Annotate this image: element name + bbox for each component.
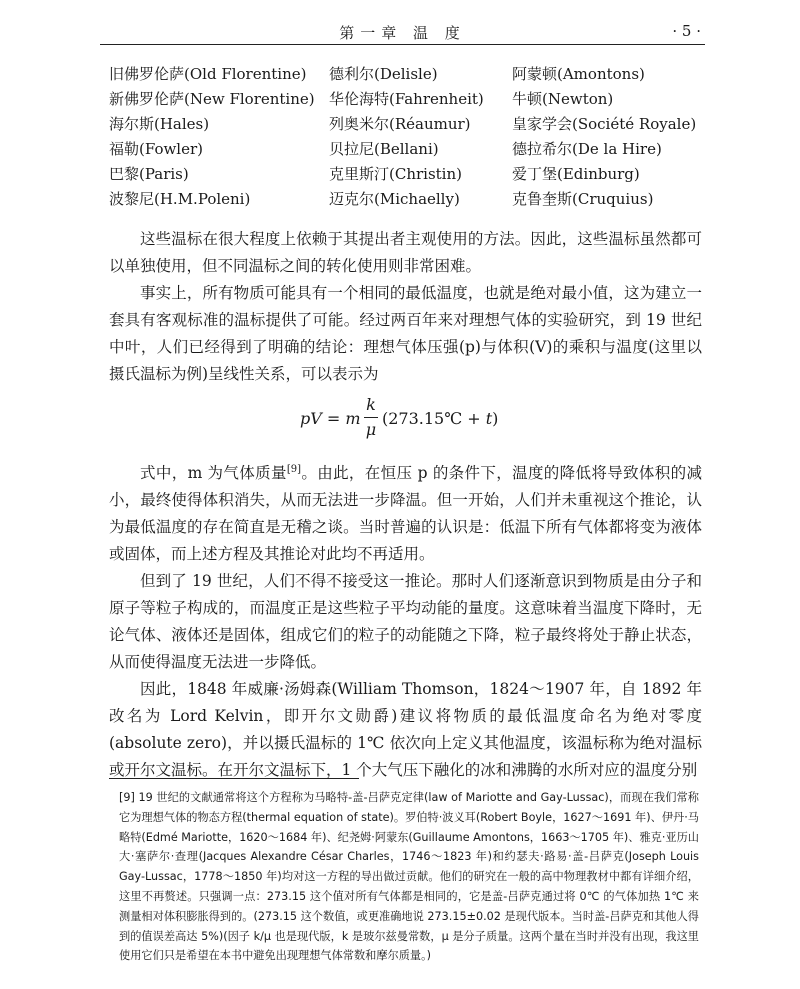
paragraph-text: 式中，m 为气体质量 xyxy=(140,464,287,483)
names-row xyxy=(109,162,709,187)
footnote-rule xyxy=(109,778,359,779)
running-header xyxy=(100,18,705,44)
paragraph xyxy=(109,456,702,568)
body-text-bottom xyxy=(109,456,702,784)
chapter-title: 第一章 温 度 xyxy=(339,24,466,42)
paragraph: 因此，1848 年威廉·汤姆森(William Thomson，1824～1907 年，自 1892 年改名为 Lord Kelvin，即开尔文勋爵)建议将物质的最低温度命名为绝对零度(absolute zero)，并以摄氏温标的 1℃ 依次向上定义其他温度，该温标称为绝对温标或开尔文温标。在开尔文温标下，1 个大气压下融化的冰和沸腾的水所对应的温度分别 xyxy=(109,680,702,780)
fraction-bar xyxy=(364,417,378,418)
paragraph: 这些温标在很大程度上依赖于其提出者主观使用的方法。因此，这些温标虽然都可以单独使用，但不同温标之间的转化使用则非常困难。 xyxy=(109,230,702,275)
formula-lhs: pV = m xyxy=(300,409,361,428)
names-cell: 旧佛罗伦萨(Old Florentine) xyxy=(109,65,307,83)
page-number: · 5 · xyxy=(672,22,701,40)
names-cell: 阿蒙顿(Amontons) xyxy=(512,65,645,83)
formula-numerator: k xyxy=(366,395,376,414)
names-cell: 德利尔(Delisle) xyxy=(329,65,438,83)
names-cell: 德拉希尔(De la Hire) xyxy=(512,140,662,158)
formula-var: t xyxy=(485,409,493,428)
ideal-gas-formula xyxy=(300,395,540,447)
names-cell: 贝拉尼(Bellani) xyxy=(329,140,439,158)
footnote-ref[interactable]: [9] xyxy=(286,464,301,475)
names-row xyxy=(109,87,709,112)
names-row xyxy=(109,62,709,87)
formula-fraction xyxy=(364,395,378,440)
names-row xyxy=(109,187,709,212)
header-rule xyxy=(100,44,705,45)
names-cell: 新佛罗伦萨(New Florentine) xyxy=(109,90,315,108)
names-cell: 克里斯汀(Christin) xyxy=(329,165,462,183)
names-cell: 牛顿(Newton) xyxy=(512,90,614,108)
names-cell: 克鲁奎斯(Cruquius) xyxy=(512,190,654,208)
body-text-top xyxy=(109,226,702,388)
formula-denominator: μ xyxy=(365,420,377,439)
formula-const: (273.15℃ + xyxy=(382,409,486,428)
names-row xyxy=(109,112,709,137)
names-cell: 福勒(Fowler) xyxy=(109,140,204,158)
names-cell: 华伦海特(Fahrenheit) xyxy=(329,90,484,108)
names-cell: 迈克尔(Michaelly) xyxy=(329,190,460,208)
names-cell: 海尔斯(Hales) xyxy=(109,115,210,133)
names-cell: 列奥米尔(Réaumur) xyxy=(329,115,471,133)
scale-names-table xyxy=(109,62,709,212)
names-cell: 爱丁堡(Edinburg) xyxy=(512,165,640,183)
names-cell: 波黎尼(H.M.Poleni) xyxy=(109,190,251,208)
paragraph: 但到了 19 世纪，人们不得不接受这一推论。那时人们逐渐意识到物质是由分子和原子等粒子构成的，而温度正是这些粒子平均动能的量度。这意味着当温度下降时，无论气体、液体还是固体，组成它们的粒子的动能随之下降，粒子最终将处于静止状态，从而使得温度无法进一步降低。 xyxy=(109,572,702,672)
formula-close: ) xyxy=(492,409,499,428)
paragraph-text: 。由此，在恒压 p 的条件下，温度的降低将导致体积的减小，最终使得体积消失，从而无法进一步降温。但一开始，人们并未重视这个推论，认为最低温度的存在简直是无稽之谈。当时普遍的认识是：低温下所有气体都将变为液体或固体，而上述方程及其推论对此均不再适用。 xyxy=(109,464,702,564)
formula-rhs xyxy=(382,409,498,428)
paragraph: 事实上，所有物质可能具有一个相同的最低温度，也就是绝对最小值，这为建立一套具有客观标准的温标提供了可能。经过两百年来对理想气体的实验研究，到 19 世纪中叶，人们已经得到了明确的结论：理想气体压强(p)与体积(V)的乘积与温度(这里以摄氏温标为例)呈线性关系，可以表示为 xyxy=(109,284,702,383)
names-row xyxy=(109,137,709,162)
names-cell: 皇家学会(Société Royale) xyxy=(512,115,697,133)
footnote: [9] 19 世纪的文献通常将这个方程称为马略特-盖-吕萨克定律(law of Mariotte and Gay-Lussac)，而现在我们常称它为理想气体的物态方程(thermal equation of state)。罗伯特·波义耳(Robert Boyle，1627～1691 年)、伊丹·马略特(Edmé Mariotte，1620～1684 年)、纪尧姆·阿蒙东(Guillaume Amontons，1663～1705 年)、雅克·亚历山大·塞萨尔·查理(Jacques Alexandre César Charles，1746～1823 年)和约瑟夫·路易·盖-吕萨克(Joseph Louis Gay-Lussac，1778～1850 年)均对这一方程的导出做过贡献。他们的研究在一般的高中物理教材中都有详细介绍，这里不再赘述。只强调一点：273.15 这个值对所有气体都是相同的，它是盖-吕萨克通过将 0℃ 的气体加热 1℃ 来测量相对体积膨胀得到的。(273.15 这个数值，或更准确地说 273.15±0.02 是现代版本。当时盖-吕萨克和其他人得到的值误差高达 5%)(因子 k/μ 也是现代版，k 是玻尔兹曼常数，μ 是分子质量。这两个量在当时并没有出现，我这里使用它们只是希望在本书中避免出现理想气体常数和摩尔质量。) xyxy=(119,791,699,963)
names-cell: 巴黎(Paris) xyxy=(109,165,189,183)
